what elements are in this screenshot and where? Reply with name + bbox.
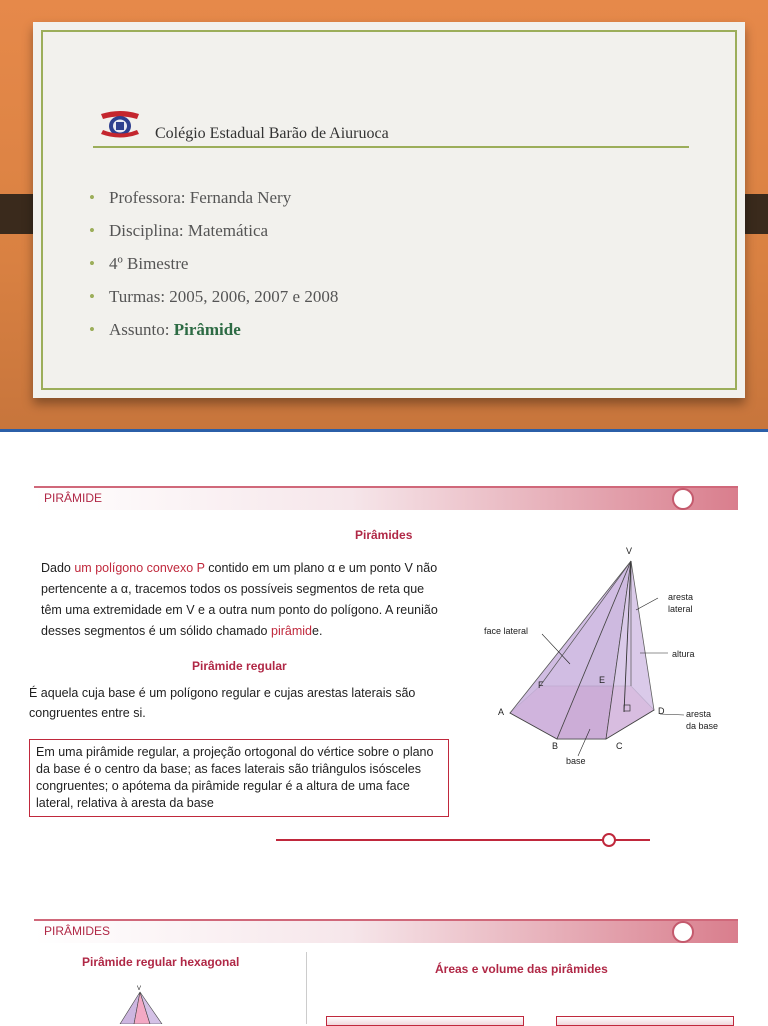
bullet-icon: • [89,188,95,207]
list-item: • Turmas: 2005, 2006, 2007 e 2008 [89,285,338,318]
label-base: base [566,756,586,766]
list-item: • Professora: Fernanda Nery [89,186,338,219]
regular-pyramid-subtitle: Pirâmide regular [192,659,287,673]
school-name: Colégio Estadual Barão de Aiuruoca [155,125,389,142]
label-v: V [137,986,142,992]
slide3-header [34,919,738,943]
slide-bottom-bar [0,429,768,432]
info-list [89,186,338,351]
header-circle-icon [672,488,694,510]
divider-circle-icon [602,833,616,847]
leader-line [636,598,658,610]
pyramid-figure [478,540,738,780]
bullet-icon: • [89,254,95,273]
title-slide [0,0,768,432]
list-item: • Disciplina: Matemática [89,219,338,252]
label-a: A [498,707,505,717]
slide3-header-title: PIRÂMIDES [44,924,111,938]
formula-box [556,1016,734,1026]
label-aresta-lateral: aresta [668,592,694,602]
hexagonal-pyramid-figure [116,982,176,1024]
label-c: C [616,741,623,751]
label-v: V [626,546,633,556]
header-circle-icon [672,921,694,943]
school-logo-icon [99,110,141,138]
definition-paragraph: Dado um polígono convexo P contido em um plano α e um ponto V não pertencente a α, tracemos todos os possíveis segmentos de reta que têm uma extremidade em V e a outra num ponto do polígono. A reunião desses segmentos é um sólido chamado pirâmide. [41,561,438,638]
title-card [33,22,745,398]
label-d: D [658,706,665,716]
label-aresta-base: da base [686,721,719,731]
label-aresta-base: aresta [686,709,712,719]
title-rule [93,146,689,148]
regular-pyramid-paragraph: É aquela cuja base é um polígono regular e cujas arestas laterais são congruentes entre si. [29,686,416,720]
label-e: E [599,675,606,685]
formula-box [326,1016,524,1026]
slide2-header-title: PIRÂMIDE [44,491,103,505]
label-b: B [552,741,559,751]
slide2-header [34,486,738,510]
subject-highlight: Pirâmide [173,320,241,339]
column-divider [306,952,307,1024]
label-face-lateral: face lateral [484,626,529,636]
regular-pyramid-note-box: Em uma pirâmide regular, a projeção ortogonal do vértice sobre o plano da base é o centro da base; as faces laterais são triângulos isósceles congruentes; o apótema da pirâmide regular é a altura de uma face lateral, relativa à aresta da base [29,739,449,817]
label-f: F [538,680,544,690]
label-altura: altura [672,649,695,659]
list-item: • 4º Bimestre [89,252,338,285]
areas-volume-title: Áreas e volume das pirâmides [435,962,608,976]
bullet-icon: • [89,320,95,339]
label-aresta-lateral: lateral [668,604,693,614]
slide2-divider [276,839,650,841]
bullet-icon: • [89,287,95,306]
hexagonal-pyramid-title: Pirâmide regular hexagonal [82,955,240,969]
bullet-icon: • [89,221,95,240]
list-item: • Assunto: Pirâmide [89,318,338,351]
slide2-title: Pirâmides [355,528,413,542]
